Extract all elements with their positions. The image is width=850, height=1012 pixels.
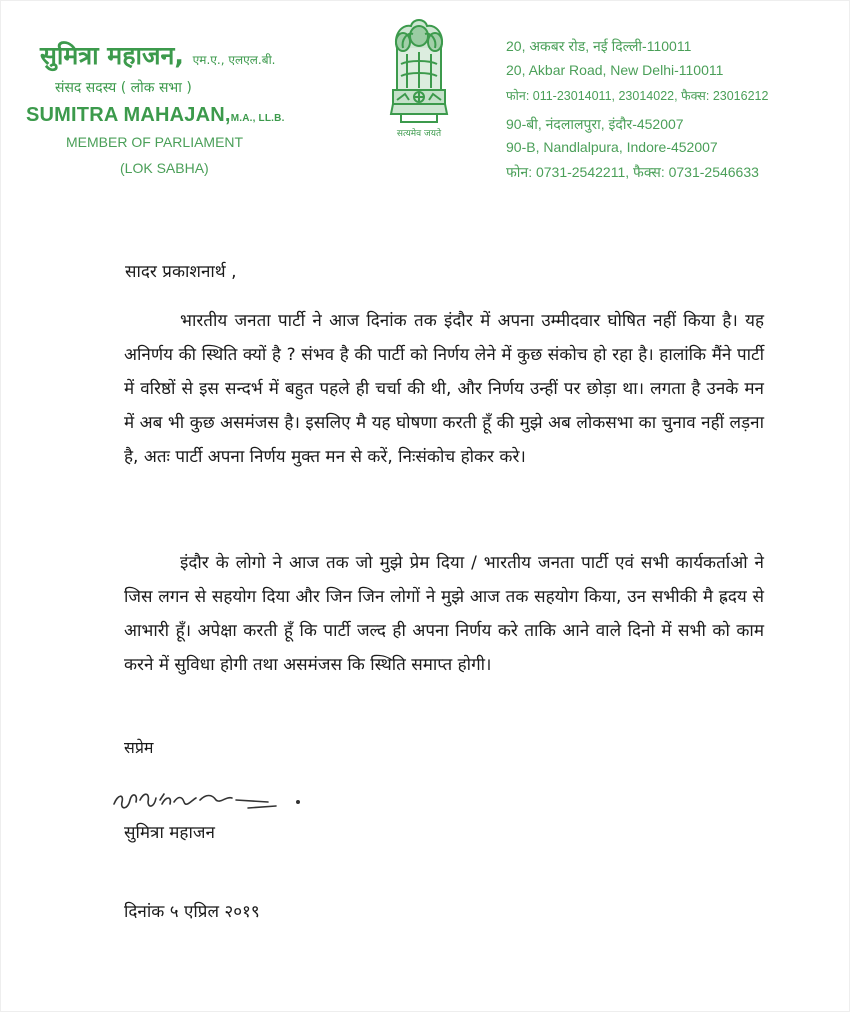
paragraph-1-text: भारतीय जनता पार्टी ने आज दिनांक तक इंदौर में अपना उम्मीदवार घोषित नहीं किया है। यह अनिर्णय की स्थिति क्यों है ? संभव है की पार्टी को निर्णय लेने में कुछ संकोच हो रहा है। हालांकि मैंने पार्टी में वरिष्ठों से इस सन्दर्भ में बहुत पहले ही चर्चा की थी, और निर्णय उन्हीं पर छोड़ा था। लगता है उनके मन में अब भी कुछ असमंजस है। इसलिए मै यह घोषणा करती हूँ की मुझे अब लोकसभा का चुनाव नहीं लड़ना है, अतः पार्टी अपना निर्णय मुक्त मन से करें, निःसंकोच होकर करे। <box>124 311 764 467</box>
hindi-degree: एम.ए., एलएल.बी. <box>192 53 276 67</box>
english-degree: M.A., LL.B. <box>230 113 285 124</box>
phone-delhi: फोन: 011-23014011, 23014022, फैक्स: 23016212 <box>506 89 769 103</box>
hindi-name-text: सुमित्रा महाजन, <box>40 41 184 70</box>
address-indore-hindi: 90-बी, नंदलालपुरा, इंदौर-452007 <box>506 116 684 132</box>
letterhead-hindi-name <box>40 38 276 72</box>
salutation: सादर प्रकाशनार्थ , <box>125 262 237 282</box>
signatory-name: सुमित्रा महाजन <box>124 823 215 843</box>
paragraph-2-text: इंदौर के लोगो ने आज तक जो मुझे प्रेम दिया / भारतीय जनता पार्टी एवं सभी कार्यकर्ताओ ने जिस लगन से सहयोग दिया और जिन जिन लोगों ने मुझे आज तक सहयोग किया, उन सभीकी मै ह्रदय से आभारी हूँ। अपेक्षा करती हूँ कि पार्टी जल्द ही अपना निर्णय करे ताकि आने वाले दिनो में सभी को काम करने में सुविधा होगी तथा असमंजस कि स्थिति समाप्त होगी। <box>124 553 764 675</box>
letter-date: दिनांक ५ एप्रिल २०१९ <box>124 902 260 922</box>
address-indore-english: 90-B, Nandlalpura, Indore-452007 <box>506 139 718 155</box>
letterhead-english-house: (LOK SABHA) <box>120 160 209 176</box>
letterhead-english-name <box>26 104 285 127</box>
english-name-text: SUMITRA MAHAJAN, <box>26 104 231 126</box>
closing: सप्रेम <box>124 738 154 757</box>
phone-indore: फोन: 0731-2542211, फैक्स: 0731-2546633 <box>506 164 759 180</box>
paragraph-2 <box>124 546 764 682</box>
address-delhi-hindi: 20, अकबर रोड, नई दिल्ली-110011 <box>506 38 692 54</box>
handwritten-signature <box>108 780 308 820</box>
paragraph-1 <box>124 304 764 474</box>
emblem-motto: सत्यमेव जयते <box>396 129 442 139</box>
address-delhi-english: 20, Akbar Road, New Delhi-110011 <box>506 62 724 78</box>
letterhead-hindi-role: संसद सदस्य ( लोक सभा ) <box>55 80 192 96</box>
national-emblem-icon <box>383 14 455 138</box>
letterhead-english-role: MEMBER OF PARLIAMENT <box>66 134 244 150</box>
